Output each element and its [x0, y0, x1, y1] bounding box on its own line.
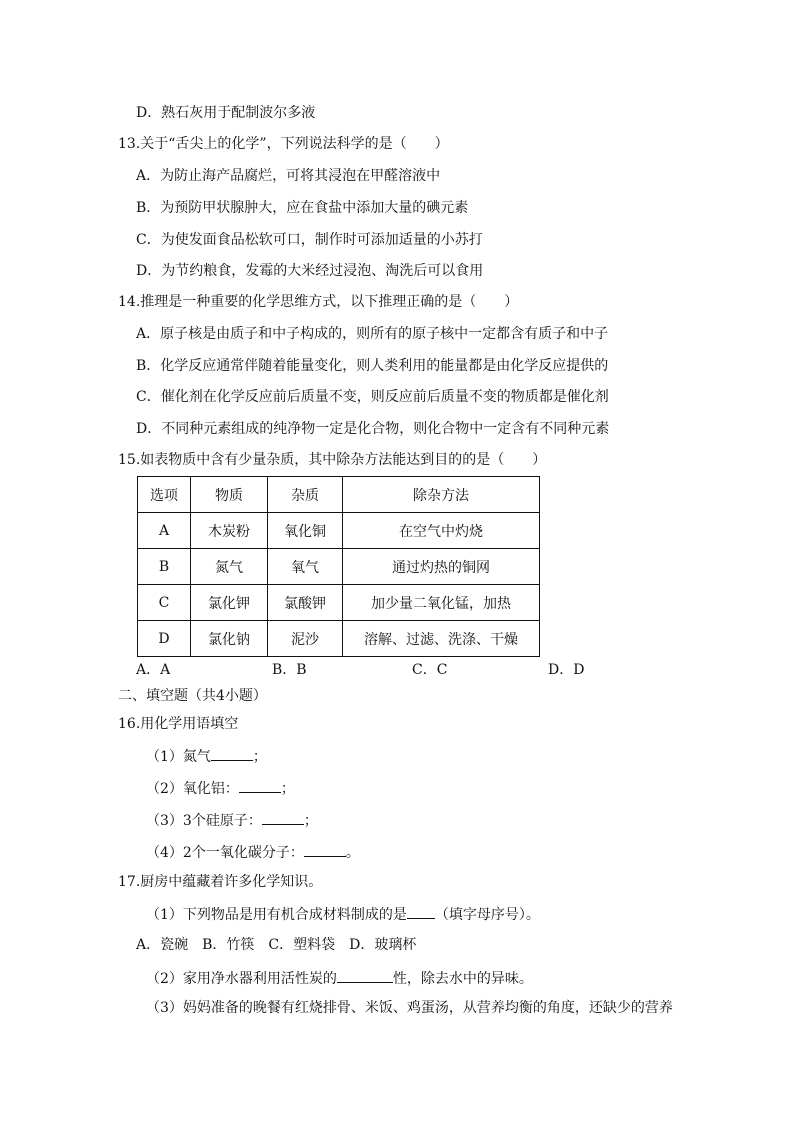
- table-header: 除杂方法: [343, 477, 540, 513]
- q17-part-1-tail: （填字母序号）。: [434, 907, 540, 923]
- q16-item-4-end: 。: [345, 845, 360, 861]
- section-heading: 二、填空题（共4小题）: [118, 688, 267, 704]
- q13-option-a: A．为防止海产品腐烂，可将其浸泡在甲醛溶液中: [136, 168, 441, 184]
- table-cell: 通过灼热的铜网: [343, 549, 540, 585]
- q17-part-2: [146, 968, 533, 988]
- q15-answer-b: B．B: [272, 662, 307, 678]
- q16-item-2-end: ；: [280, 781, 295, 797]
- q14-option-d: D．不同种元素组成的纯净物一定是化合物，则化合物中一定含有不同种元素: [136, 421, 610, 437]
- q16-item-2-text: （2）氧化铝：: [146, 781, 239, 797]
- table-cell: 氯酸钾: [268, 585, 343, 621]
- q17-part-1-options: A．瓷碗 B．竹筷 C．塑料袋 D．玻璃杯: [136, 937, 417, 953]
- table-row: [138, 621, 540, 657]
- q16-item-1: [146, 746, 267, 766]
- q14-option-c: C．催化剂在化学反应前后质量不变，则反应前后质量不变的物质都是催化剂: [136, 389, 609, 405]
- q16-item-1-end: ；: [252, 749, 267, 765]
- table-header: 物质: [191, 477, 268, 513]
- q17-stem: 17.厨房中蕴藏着许多化学知识。: [118, 874, 323, 890]
- table-row: [138, 549, 540, 585]
- q15-stem: 15.如表物质中含有少量杂质，其中除杂方法能达到目的的是（ ）: [118, 452, 547, 468]
- table-cell: C: [138, 585, 191, 621]
- table-row: [138, 513, 540, 549]
- q13-option-d: D．为节约粮食，发霉的大米经过浸泡、淘洗后可以食用: [136, 263, 484, 279]
- q16-item-4: [146, 842, 360, 862]
- table-row: [138, 585, 540, 621]
- table-cell: 加少量二氧化锰，加热: [343, 585, 540, 621]
- q14-option-a: A．原子核是由质子和中子构成的，则所有的原子核中一定都含有质子和中子: [136, 326, 609, 342]
- q16-stem: 16.用化学用语填空: [118, 716, 239, 732]
- q15-answer-c: C．C: [412, 662, 448, 678]
- impurity-table: [137, 476, 540, 657]
- table-header-row: [138, 477, 540, 513]
- answer-blank[interactable]: [211, 746, 253, 761]
- table-cell: D: [138, 621, 191, 657]
- q14-stem: 14.推理是一种重要的化学思维方式，以下推理正确的是（ ）: [118, 294, 519, 310]
- table-header: 杂质: [268, 477, 343, 513]
- q16-item-3: [146, 810, 318, 830]
- q12-option-d: D．熟石灰用于配制波尔多液: [136, 105, 316, 121]
- table-cell: 氯化钠: [191, 621, 268, 657]
- table-cell: 氮气: [191, 549, 268, 585]
- answer-blank[interactable]: [239, 778, 281, 793]
- answer-blank[interactable]: [262, 810, 304, 825]
- q13-option-b: B．为预防甲状腺肿大，应在食盐中添加大量的碘元素: [136, 200, 469, 216]
- answer-blank[interactable]: [337, 968, 393, 983]
- q17-part-2-text: （2）家用净水器利用活性炭的: [146, 971, 337, 987]
- q17-part-3: （3）妈妈准备的晚餐有红烧排骨、米饭、鸡蛋汤，从营养均衡的角度，还缺少的营养: [146, 1000, 673, 1016]
- table-cell: 溶解、过滤、洗涤、干燥: [343, 621, 540, 657]
- q16-item-3-text: （3）3个硅原子：: [146, 813, 262, 829]
- q16-item-1-text: （1）氮气: [146, 749, 211, 765]
- q16-item-4-text: （4）2个一氧化碳分子：: [146, 845, 304, 861]
- q14-option-b: B．化学反应通常伴随着能量变化，则人类利用的能量都是由化学反应提供的: [136, 358, 609, 374]
- q13-stem: 13.关于“舌尖上的化学”，下列说法科学的是（ ）: [118, 136, 449, 152]
- table-cell: 氧化铜: [268, 513, 343, 549]
- table-cell: A: [138, 513, 191, 549]
- q17-part-1-text: （1）下列物品是用有机合成材料制成的是: [146, 907, 407, 923]
- table-header: 选项: [138, 477, 191, 513]
- table-cell: 木炭粉: [191, 513, 268, 549]
- q16-item-2: [146, 778, 295, 798]
- table-cell: 氧气: [268, 549, 343, 585]
- table-cell: 氯化钾: [191, 585, 268, 621]
- table-cell: 泥沙: [268, 621, 343, 657]
- table-cell: B: [138, 549, 191, 585]
- q16-item-3-end: ；: [303, 813, 318, 829]
- q15-answer-d: D．D: [548, 662, 585, 678]
- answer-blank[interactable]: [407, 904, 435, 919]
- q15-answer-a: A．A: [136, 662, 171, 678]
- q17-part-1: [146, 904, 540, 924]
- table-cell: 在空气中灼烧: [343, 513, 540, 549]
- answer-blank[interactable]: [304, 842, 346, 857]
- q17-part-2-tail: 性，除去水中的异味。: [392, 971, 533, 987]
- q13-option-c: C．为使发面食品松软可口，制作时可添加适量的小苏打: [136, 232, 483, 248]
